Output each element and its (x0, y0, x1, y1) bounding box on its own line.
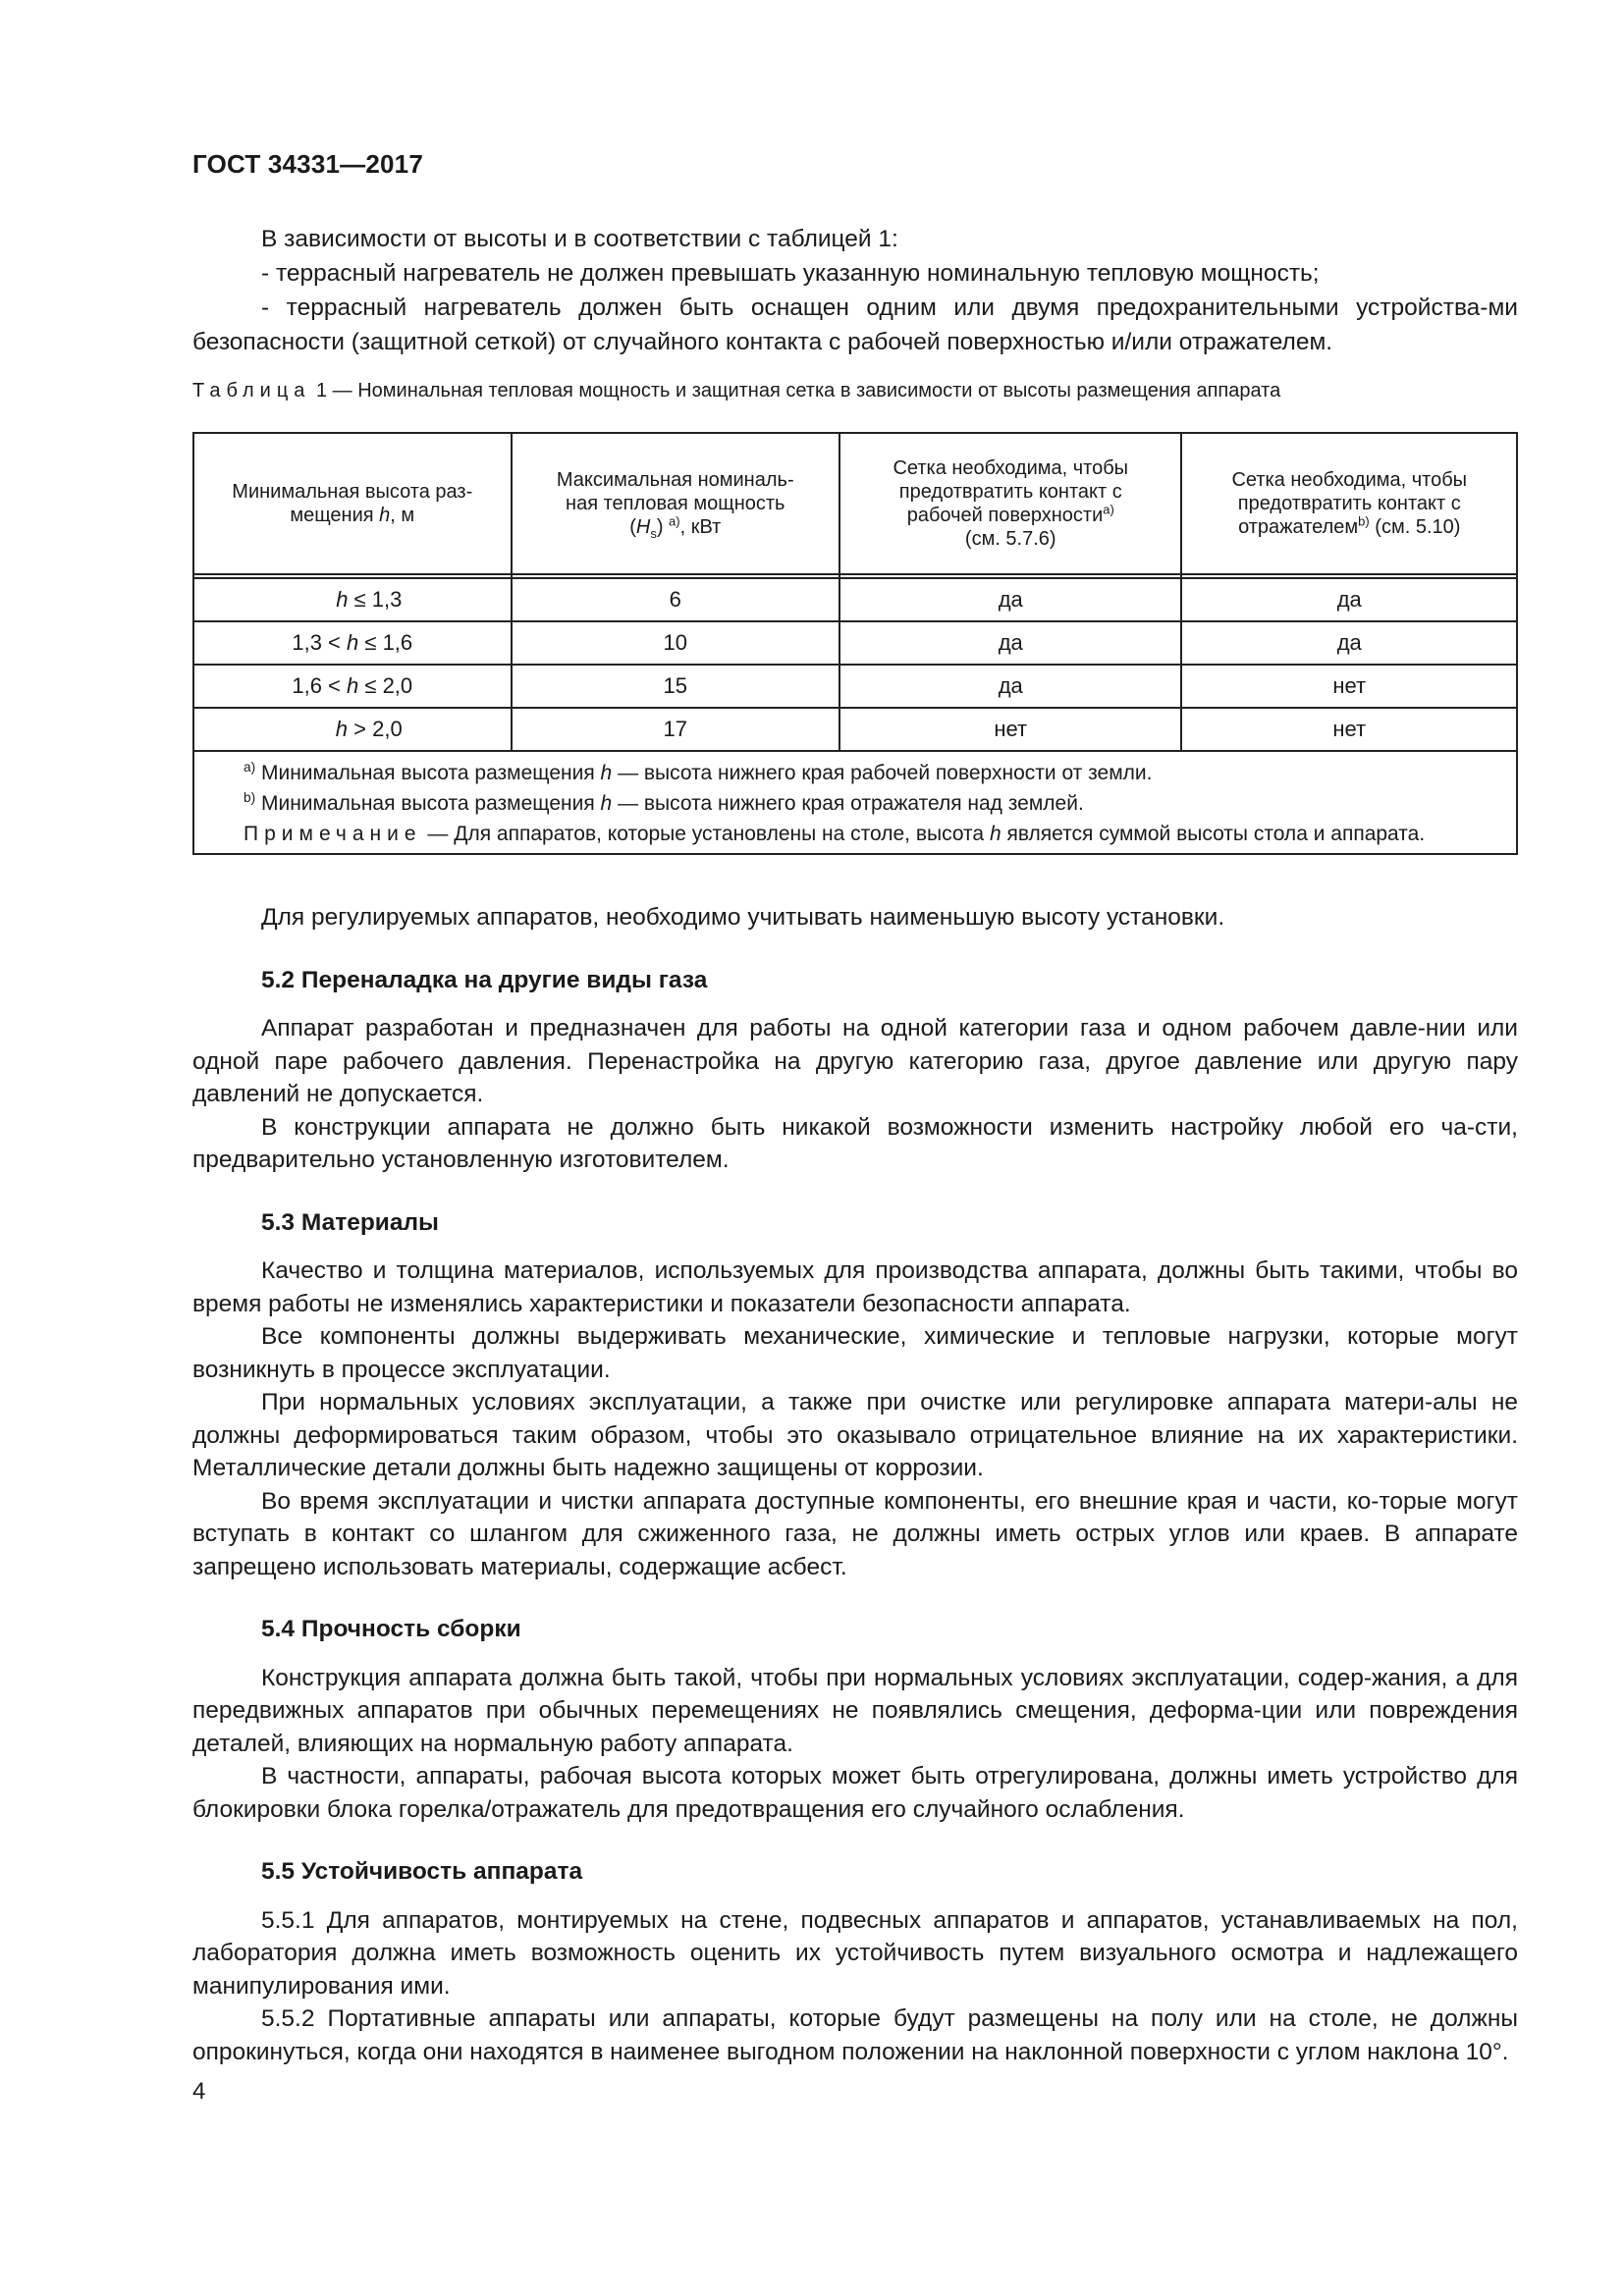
paragraph: Во время эксплуатации и чистки аппарата доступные компоненты, его внешние края и части, ко-торые могут вступать в контакт со шлангом для сжиженного газа, не должны иметь острых углов или краев. В аппарате запрещено использовать материалы, содержащие асбест. (192, 1487, 1518, 1580)
cell-grid-reflector: да (1181, 578, 1517, 621)
header-text: Минимальная высота раз- (232, 481, 473, 503)
header-text: Сетка необходима, чтобы (893, 457, 1129, 479)
paragraph: Аппарат разработан и предназначен для работы на одной категории газа и одном рабочем давле-нии или одной паре рабочего давления. Перенастройка на другую категорию газа, другое давление или другую пару давлений не допускается. (192, 1015, 1518, 1107)
note-text: является суммой высоты стола и аппарата. (1001, 823, 1426, 845)
footnote-marker: а) (1103, 502, 1114, 517)
cell-grid-surface: да (839, 621, 1181, 665)
paragraph: Все компоненты должны выдерживать механические, химические и тепловые нагрузки, которые могут возникнуть в процессе эксплуатации. (192, 1323, 1518, 1383)
table-caption (192, 380, 1518, 402)
section-heading: 5.2 Переналадка на другие виды газа (261, 966, 708, 993)
header-text: , м (390, 505, 415, 526)
table-note (204, 819, 1506, 849)
header-text: ная тепловая мощность (566, 493, 785, 514)
header-text: , кВт (679, 516, 722, 538)
cell-height (193, 621, 512, 665)
cell-variable: h (347, 673, 359, 698)
header-text: отражателем (1238, 516, 1359, 538)
table-row (193, 708, 1517, 751)
document-body (192, 901, 1518, 2068)
table-caption-word: Таблица (192, 380, 311, 401)
cell-text: 1,3 < (292, 630, 348, 655)
header-variable: h (379, 505, 391, 526)
footnote-b (204, 788, 1506, 819)
table-row (193, 621, 1517, 665)
paragraph: Для регулируемых аппаратов, необходимо учитывать наименьшую высоту установки. (261, 904, 1225, 931)
footnote-a (204, 758, 1506, 788)
cell-grid-surface: да (839, 665, 1181, 708)
cell-power: 15 (512, 665, 840, 708)
footnote-text: — высота нижнего края рабочей поверхности от земли. (612, 762, 1153, 784)
header-text: рабочей поверхности (906, 505, 1104, 526)
intro-block (192, 222, 1518, 359)
cell-power: 6 (512, 578, 840, 621)
footnote-variable: h (600, 762, 613, 784)
footnote-variable: h (600, 792, 613, 815)
header-variable: H (635, 516, 651, 538)
cell-height (193, 708, 512, 751)
cell-height (193, 665, 512, 708)
document-header: ГОСТ 34331—2017 (192, 149, 423, 179)
paragraph: В конструкции аппарата не должно быть никакой возможности изменить настройку любой его ча-сти, предварительно установленную изготовителем. (192, 1113, 1518, 1173)
cell-grid-surface: да (839, 578, 1181, 621)
header-text: (см. 5.10) (1369, 516, 1461, 538)
page-number: 4 (192, 2078, 206, 2105)
note-variable: h (989, 823, 1001, 845)
paragraph: При нормальных условиях эксплуатации, а также при очистке или регулировке аппарата матери-алы не должны деформироваться таким образом, чтобы это оказывало отрицательное влияние на их характеристики. Металлические детали должны быть надежно защищены от коррозии. (192, 1389, 1518, 1481)
footnote-marker: а) (669, 513, 680, 529)
header-text: ) (656, 516, 670, 538)
footnote-text: — высота нижнего края отражателя над землей. (612, 792, 1084, 815)
cell-variable: h (336, 587, 349, 612)
cell-text: ≤ 2,0 (358, 673, 413, 698)
section-heading: 5.5 Устойчивость аппарата (261, 1858, 583, 1885)
paragraph: В частности, аппараты, рабочая высота которых может быть отрегулирована, должны иметь устройство для блокировки блока горелка/отражатель для предотвращения его случайного ослабления. (192, 1763, 1518, 1823)
header-text: (см. 5.7.6) (964, 528, 1056, 550)
cell-variable: h (335, 717, 349, 741)
cell-grid-reflector: да (1181, 621, 1517, 665)
cell-height (193, 578, 512, 621)
header-text: Сетка необходима, чтобы (1231, 469, 1468, 491)
header-text: Максимальная номиналь- (556, 469, 794, 491)
footnote-text: Минимальная высота размещения (255, 792, 601, 815)
paragraph: Качество и толщина материалов, используемых для производства аппарата, должны быть такими, чтобы во время работы не изменялись характеристики и показатели безопасности аппарата. (192, 1257, 1518, 1317)
footnote-marker: b) (244, 790, 256, 805)
cell-grid-surface: нет (839, 708, 1181, 751)
table-row (193, 665, 1517, 708)
cell-grid-reflector: нет (1181, 665, 1517, 708)
cell-power: 17 (512, 708, 840, 751)
table-1 (192, 432, 1518, 855)
header-text: предотвратить контакт с (898, 481, 1122, 503)
paragraph: Конструкция аппарата должна быть такой, чтобы при нормальных условиях эксплуатации, содер-жания, а для передвижных аппаратов при обычных перемещениях не появлялись смещения, деформа-ции или повреждения деталей, влияющих на нормальную работу аппарата. (192, 1664, 1518, 1757)
intro-paragraph: В зависимости от высоты и в соответствии с таблицей 1: (261, 226, 898, 252)
table-caption-text: 1 — Номинальная тепловая мощность и защитная сетка в зависимости от высоты размещения аппарата (310, 380, 1281, 401)
table-header-row (193, 433, 1517, 574)
cell-text: ≤ 1,6 (358, 630, 413, 655)
paragraph: 5.5.1 Для аппаратов, монтируемых на стене, подвесных аппаратов и аппаратов, устанавливаемых на пол, лаборатория должна иметь возможность оценить их устойчивость путем визуального осмотра и надлежащего манипулирования ими. (192, 1906, 1518, 2000)
header-text: ( (629, 516, 636, 538)
cell-text: ≤ 1,3 (348, 587, 403, 612)
header-subscript: s (650, 526, 657, 541)
col-header-max-power (512, 433, 840, 574)
cell-text: 1,6 < (292, 673, 348, 698)
header-text: предотвратить контакт с (1237, 493, 1461, 514)
table-notes-row (193, 751, 1517, 854)
paragraph: 5.5.2 Портативные аппараты или аппараты, которые будут размещены на полу или на столе, не должны опрокинуться, когда они находятся в наименее выгодном положении на наклонной поверхности с углом наклона 10°. (192, 2005, 1518, 2065)
footnote-text: Минимальная высота размещения (255, 762, 601, 784)
footnote-marker: а) (244, 760, 256, 774)
section-heading: 5.4 Прочность сборки (261, 1616, 521, 1642)
cell-variable: h (347, 630, 359, 655)
cell-grid-reflector: нет (1181, 708, 1517, 751)
note-word: Примечание (244, 823, 422, 845)
col-header-grid-surface (839, 433, 1181, 574)
table-notes (193, 751, 1517, 854)
cell-text: > 2,0 (348, 717, 403, 741)
section-heading: 5.3 Материалы (261, 1208, 439, 1236)
cell-power: 10 (512, 621, 840, 665)
col-header-min-height (193, 433, 512, 574)
footnote-marker: b) (1358, 513, 1370, 529)
note-text: — Для аппаратов, которые установлены на столе, высота (421, 823, 990, 845)
intro-list-item: - террасный нагреватель должен быть оснащен одним или двумя предохранительными устройства-ми безопасности (защитной сеткой) от случайного контакта с рабочей поверхностью и/или отражателем. (192, 294, 1518, 355)
intro-list-item: - террасный нагреватель не должен превышать указанную номинальную тепловую мощность; (261, 260, 1320, 287)
col-header-grid-reflector (1181, 433, 1517, 574)
table-row (193, 578, 1517, 621)
header-text: мещения (290, 505, 380, 526)
